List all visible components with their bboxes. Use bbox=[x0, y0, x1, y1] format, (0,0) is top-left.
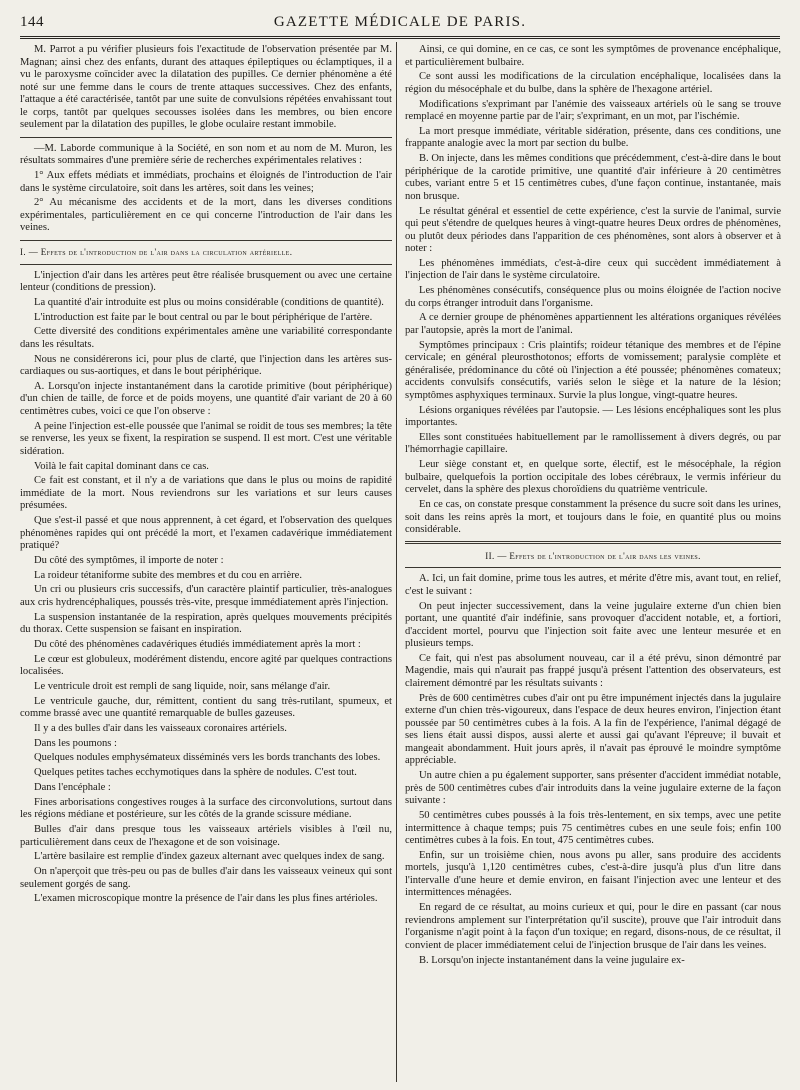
section-separator bbox=[20, 240, 392, 241]
paragraph: Le cœur est globuleux, modérément distendu, encore agité par quelques contractions localisées. bbox=[20, 653, 392, 678]
paragraph: Bulles d'air dans presque tous les vaisseaux artériels visibles à l'œil nu, particulièrement dans ceux de l'hexagone et de son voisinage. bbox=[20, 823, 392, 848]
paragraph: La quantité d'air introduite est plus ou moins considérable (conditions de quantité). bbox=[34, 296, 384, 308]
right-column bbox=[405, 44, 781, 969]
page-header bbox=[20, 14, 780, 36]
paragraph: Les phénomènes consécutifs, conséquence plus ou moins éloignée de l'action nocive du corps étranger introduit dans l'organisme. bbox=[405, 285, 781, 309]
paragraph: Ce sont aussi les modifications de la circulation encéphalique, localisées dans la région du mésocéphale et du bulbe, dans la sphère de l'hexagone artériel. bbox=[405, 71, 781, 95]
paragraph: Un autre chien a pu également supporter, sans présenter d'accident immédiat notable, près de 500 centimètres cubes d'air introduits dans la veine jugulaire externe de la façon suivante : bbox=[405, 770, 781, 807]
paragraph: On peut injecter successivement, dans la veine jugulaire externe d'un chien bien portant, une quantité d'air indéfinie, sans provoquer d'accident notable, et, a fortiori, d'accident mortel, pourvu que l'injection soit faite avec une lenteur mesurée et en plusieurs temps. bbox=[405, 600, 781, 650]
paragraph: On n'aperçoit que très-peu ou pas de bulles d'air dans les vaisseaux veineux qui sont seulement gorgés de sang. bbox=[20, 865, 392, 890]
paragraph: Symptômes principaux : Cris plaintifs; roideur tétanique des membres et de l'épine cervicale; en général pleurosthotonos; efforts de vomissement; paralysie complète et généralisée, prédominance du côté où l'injection a été poussée; phénomènes comateux; accidents convulsifs consécutifs, variés selon le siège et la nature de la lésion; symptômes asphyxiques terminaux. Survie la plus longue, vingt-quatre heures. bbox=[405, 339, 781, 401]
left-column bbox=[20, 44, 392, 908]
paragraph: L'introduction est faite par le bout central ou par le bout périphérique de l'artère. bbox=[34, 311, 373, 323]
paragraph: Modifications s'exprimant par l'anémie des vaisseaux artériels où le sang se trouve remplacé en moyenne partie par de l'air; s'exprimant, en un mot, par l'ischémie. bbox=[405, 98, 781, 123]
paragraph: La roideur tétaniforme subite des membres et du cou en arrière. bbox=[34, 569, 302, 581]
journal-title: GAZETTE MÉDICALE DE PARIS. bbox=[273, 14, 527, 30]
paragraph: Quelques petites taches ecchymotiques dans la sphère de nodules. C'est tout. bbox=[34, 767, 357, 779]
paragraph: —M. Laborde communique à la Société, en son nom et au nom de M. Muron, les résultats sommaires d'une première série de recherches expérimentales relatives : bbox=[20, 142, 392, 167]
paragraph: 1° Aux effets médiats et immédiats, prochains et éloignés de l'introduction de l'air dans le système circulatoire, soit dans les artères, soit dans les veines; bbox=[20, 170, 392, 194]
paragraph: B. On injecte, dans les mêmes conditions que précédemment, c'est-à-dire dans le bout périphérique de la carotide primitive, une quantité d'air inférieure à 20 centimètres cubes, variant entre 5 et 15 centimètres cubes, d'une façon continue, instantanée, mais non brusque. bbox=[405, 153, 781, 202]
section-separator bbox=[405, 541, 781, 544]
paragraph: L'examen microscopique montre la présence de l'air dans les plus fines artérioles. bbox=[34, 893, 378, 905]
paragraph: Leur siège constant et, en quelque sorte, électif, est le mésocéphale, la région bulbaire, quelquefois la portion occipitale des lobes cérébraux, le vermis inférieur du cervelet, dans la sphère des plexus choroïdiens du quatrième ventricule. bbox=[405, 459, 781, 496]
paragraph: Du côté des phénomènes cadavériques étudiés immédiatement après la mort : bbox=[34, 638, 361, 650]
paragraph: 2° Au mécanisme des accidents et de la mort, dans les diverses conditions expérimentales, particulièrement en ce qui concerne l'introduction de l'air dans les veines. bbox=[20, 197, 392, 234]
paragraph: A ce dernier groupe de phénomènes appartiennent les altérations organiques révélées par l'autopsie, après la mort de l'animal. bbox=[405, 312, 781, 336]
paragraph: Quelques nodules emphysémateux disséminés vers les bords tranchants des lobes. bbox=[34, 752, 381, 764]
paragraph: En regard de ce résultat, au moins curieux et qui, pour le dire en passant (car nous reviendrons amplement sur l'interprétation qu'il suscite), prouve que l'air introduit dans l'organisme n'agit point à la façon d'un toxique; en regard, disons-nous, de ce résultat, il convient de placer immédiatement celui de l'injection brusque de l'air dans les veines. bbox=[405, 902, 781, 951]
page-number: 144 bbox=[20, 14, 44, 30]
section-separator bbox=[20, 137, 392, 138]
paragraph: En ce cas, on constate presque constamment la présence du sucre soit dans les urines, soit dans les reins après la mort, et toujours dans le foie, en quantité plus ou moins considérable. bbox=[405, 499, 781, 536]
header-rule bbox=[20, 36, 780, 39]
paragraph: Du côté des symptômes, il importe de noter : bbox=[34, 554, 224, 566]
paragraph: Voilà le fait capital dominant dans ce cas. bbox=[34, 460, 209, 472]
paragraph: Que s'est-il passé et que nous apprennent, à cet égard, et l'observation des quelques phénomènes rapides qui ont précédé la mort, et l'examen cadavérique immédiatement pratiqué? bbox=[20, 515, 392, 552]
paragraph: La suspension instantanée de la respiration, après quelques mouvements précipités du thorax. Cette suspension se faisant en inspiration. bbox=[20, 611, 392, 636]
paragraph: Nous ne considérerons ici, pour plus de clarté, que l'injection dans les artères sus-cardiaques ou sus-aortiques, et dans le bout périphérique. bbox=[20, 353, 392, 378]
paragraph: A. Ici, un fait domine, prime tous les autres, et mérite d'être mis, avant tout, en relief, c'est le suivant : bbox=[405, 573, 781, 597]
paragraph: Elles sont constituées habituellement par le ramollissement à divers degrés, ou par l'hémorrhagie capillaire. bbox=[405, 431, 781, 456]
paragraph: Ce fait est constant, et il n'y a de variations que dans le plus ou moins de rapidité immédiate de la mort. Nous reviendrons sur les variations et sur leurs causes présumées. bbox=[20, 475, 392, 512]
paragraph: Ainsi, ce qui domine, en ce cas, ce sont les symptômes de provenance encéphalique, et particulièrement bulbaire. bbox=[405, 44, 781, 68]
paragraph: Dans les poumons : bbox=[34, 737, 117, 749]
paragraph: Cette diversité des conditions expérimentales amène une variabilité correspondante dans les résultats. bbox=[20, 326, 392, 350]
paragraph: Enfin, sur un troisième chien, nous avons pu aller, sans produire des accidents mortels, jusqu'à 1,120 centimètres cubes, c'est-à-dire jusqu'à plus d'un litre dans l'intervalle d'une heure et demie environ, en faisant l'injection avec une lenteur et des intermittences ménagées. bbox=[405, 849, 781, 899]
section-heading: I. — Effets de l'introduction de l'air dans la circulation artérielle. bbox=[20, 247, 293, 258]
paragraph: Dans l'encéphale : bbox=[34, 781, 111, 793]
paragraph: Il y a des bulles d'air dans les vaisseaux coronaires artériels. bbox=[34, 723, 287, 734]
paragraph: Le résultat général et essentiel de cette expérience, c'est la survie de l'animal, survie qui peut s'étendre de quelques heures à vingt-quatre heures Deux ordres de phénomènes, ou plutôt deux périodes dans l'apparition de ces phénomènes, sont alors à observer et à noter : bbox=[405, 205, 781, 255]
paragraph: M. Parrot a pu vérifier plusieurs fois l'exactitude de l'observation présentée par M. Magnan; ainsi chez des enfants, durant des attaques épileptiques ou éclamptiques, il a vu le paroxysme coïncider avec la dilatation des pupilles. Ce dernier phénomène a été noté sur une femme dans le cours de trente attaques successives. Chez des enfants, l'attaque a été caractérisée, tantôt par une suite de convulsions répétées envahissant tout le corps, tantôt par quelques secousses isolées dans les membres, ou bien encore seulement par la dilatation des pupilles, le globe oculaire restant immobile. bbox=[20, 44, 392, 131]
paragraph: Les phénomènes immédiats, c'est-à-dire ceux qui succèdent immédiatement à l'injection de l'air dans le système circulatoire. bbox=[405, 257, 781, 282]
column-divider bbox=[396, 42, 397, 1082]
paragraph: A. Lorsqu'on injecte instantanément dans la carotide primitive (bout périphérique) d'un chien de taille, de force et de poids moyens, une quantité d'air variant de 20 à 60 centimètres cubes, voici ce que l'on observe : bbox=[20, 380, 392, 417]
section-separator bbox=[20, 264, 392, 265]
paragraph: L'injection d'air dans les artères peut être réalisée brusquement ou avec une certaine lenteur (conditions de pression). bbox=[20, 269, 392, 294]
section-heading: II. — Effets de l'introduction de l'air dans les veines. bbox=[485, 550, 701, 561]
paragraph: 50 centimètres cubes poussés à la fois très-lentement, en six temps, avec une petite intermittence à chaque temps; puis 75 centimètres cubes en une seule fois; enfin 100 centimètres cubes à la fois. En tout, 475 centimètres cubes. bbox=[405, 810, 781, 847]
paragraph: B. Lorsqu'on injecte instantanément dans la veine jugulaire ex- bbox=[419, 954, 685, 966]
paragraph: Ce fait, qui n'est pas absolument nouveau, car il a été prévu, sinon démontré par Magendie, mais qui n'aurait pas frappé jusqu'à présent l'attention des observateurs, est clairement démontré par les résultats suivants : bbox=[405, 652, 781, 689]
paragraph: Près de 600 centimètres cubes d'air ont pu être impunément injectés dans la jugulaire externe d'un chien très-vigoureux, dans l'espace de deux heures environ, l'injection étant poussée par 50 centimètres cubes à la fois. A la fin de l'expérience, l'animal dégagé de ses liens était aussi dispos, aussi alerte et aussi gai qu'avant l'épreuve; il buvait et mangeait abondamment. Huit jours après, il n'avait pas éprouvé le moindre symptôme appréciable. bbox=[405, 692, 781, 767]
paragraph: Lésions organiques révélées par l'autopsie. — Les lésions encéphaliques sont les plus importantes. bbox=[405, 404, 781, 429]
paragraph: A peine l'injection est-elle poussée que l'animal se roidit de tous ses membres; la tête se renverse, les yeux se fixent, la respiration se suspend. Il est mort. C'est une véritable sidération. bbox=[20, 420, 392, 457]
paragraph: Le ventricule droit est rempli de sang liquide, noir, sans mélange d'air. bbox=[34, 680, 331, 692]
section-separator bbox=[405, 567, 781, 568]
paragraph: La mort presque immédiate, véritable sidération, présente, dans ces conditions, une frappante analogie avec la mort par section du bulbe. bbox=[405, 125, 781, 150]
paragraph: Le ventricule gauche, dur, rémittent, contient du sang très-rutilant, spumeux, et comme brassé avec une quantité remarquable de bulles gazeuses. bbox=[20, 695, 392, 720]
paragraph: Fines arborisations congestives rouges à la surface des circonvolutions, surtout dans les régions médiane et postérieure, sur les côtés de la grande scissure médiane. bbox=[20, 796, 392, 821]
paragraph: Un cri ou plusieurs cris successifs, d'un caractère plaintif particulier, très-analogues aux cris hydrencéphaliques, poussés très-vite, presque immédiatement après l'injection. bbox=[20, 584, 392, 608]
paragraph: L'artère basilaire est remplie d'index gazeux alternant avec quelques index de sang. bbox=[34, 851, 385, 863]
